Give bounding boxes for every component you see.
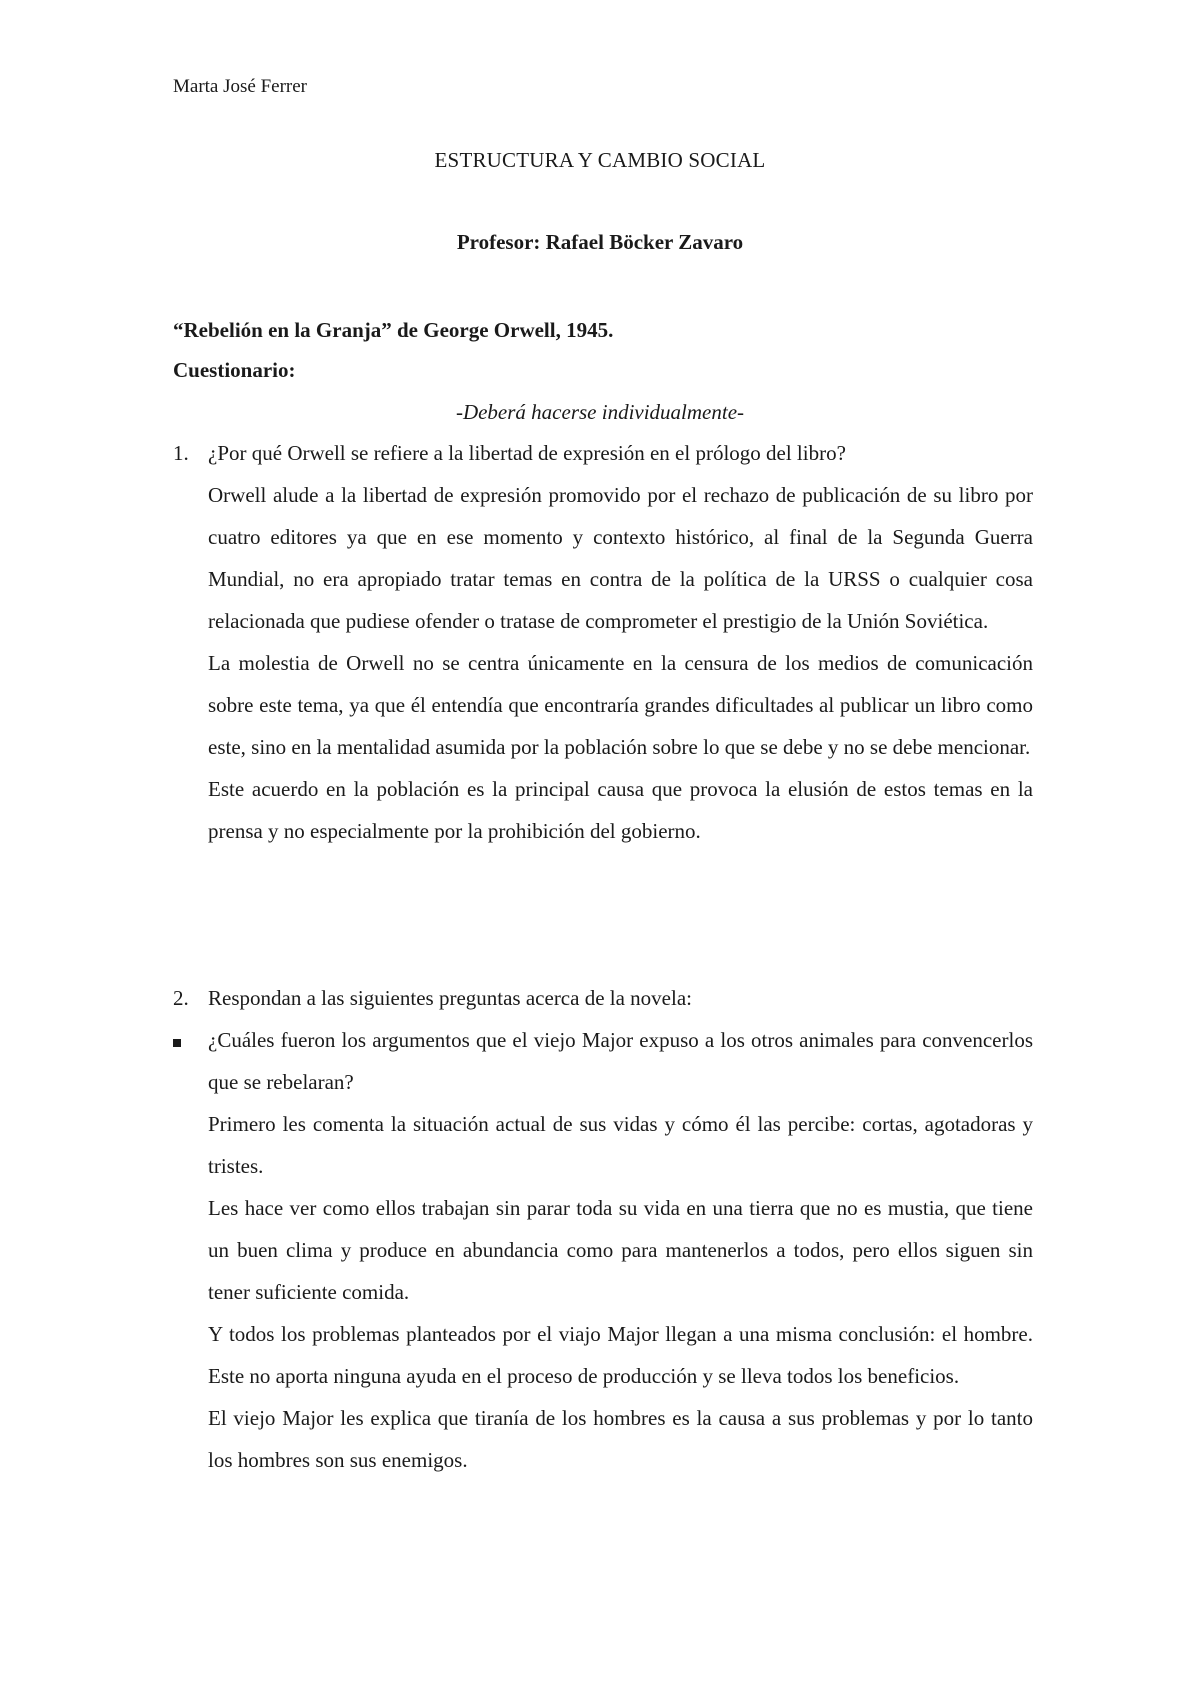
answer-paragraph: El viejo Major les explica que tiranía de los hombres es la causa a sus problemas y por lo tanto los hombres son sus enemigos.	[208, 1406, 1033, 1472]
answer-paragraph: La molestia de Orwell no se centra únicamente en la censura de los medios de comunicación sobre este tema, ya que él entendía que encontraría grandes dificultades al publicar un libro como este, sino en la mentalidad asumida por la población sobre lo que se debe y no se debe mencionar.	[208, 651, 1033, 759]
answer-paragraph: Orwell alude a la libertad de expresión promovido por el rechazo de publicación de su libro por cuatro editores ya que en ese momento y contexto histórico, al final de la Segunda Guerra Mundial, no era apropiado tratar temas en contra de la política de la URSS o cualquier cosa relacionada que pudiese ofender o tratase de comprometer el prestigio de la Unión Soviética.	[208, 483, 1033, 633]
answer-paragraph: Y todos los problemas planteados por el viajo Major llegan a una misma conclusión: el hombre. Este no aporta ninguna ayuda en el proceso de producción y se lleva todos los beneficios.	[208, 1322, 1033, 1388]
question-text: Respondan a las siguientes preguntas acerca de la novela:	[208, 986, 692, 1010]
question-number: 1.	[173, 441, 189, 465]
square-bullet-icon	[173, 1019, 181, 1061]
question-number: 2.	[173, 986, 189, 1010]
document-title: ESTRUCTURA Y CAMBIO SOCIAL	[434, 148, 766, 172]
subquestion-text: ¿Cuáles fueron los argumentos que el viejo Major expuso a los otros animales para convencerlos que se rebelaran?	[208, 1028, 1033, 1094]
section-label: Cuestionario:	[173, 358, 296, 382]
answer-paragraph: Les hace ver como ellos trabajan sin parar toda su vida en una tierra que no es mustia, que tiene un buen clima y produce en abundancia como para mantenerlos a todos, pero ellos siguen sin tener suficiente comida.	[208, 1196, 1033, 1304]
question-2	[173, 977, 1033, 1019]
subquestion-1	[173, 1019, 1033, 1481]
question-content	[208, 432, 1033, 852]
question-content	[208, 977, 1033, 1019]
book-title: “Rebelión en la Granja” de George Orwell, 1945.	[173, 318, 614, 342]
professor-line: Profesor: Rafael Böcker Zavaro	[456, 230, 744, 254]
subquestion-content	[208, 1019, 1033, 1481]
answer-paragraph: Este acuerdo en la población es la principal causa que provoca la elusión de estos temas en la prensa y no especialmente por la prohibición del gobierno.	[208, 777, 1033, 843]
author-name: Marta José Ferrer	[173, 76, 308, 97]
question-1	[173, 432, 1033, 852]
answer-paragraph: Primero les comenta la situación actual de sus vidas y cómo él las percibe: cortas, agotadoras y tristes.	[208, 1112, 1033, 1178]
question-text: ¿Por qué Orwell se refiere a la libertad de expresión en el prólogo del libro?	[208, 441, 846, 465]
instruction-note: -Deberá hacerse individualmente-	[455, 400, 745, 424]
